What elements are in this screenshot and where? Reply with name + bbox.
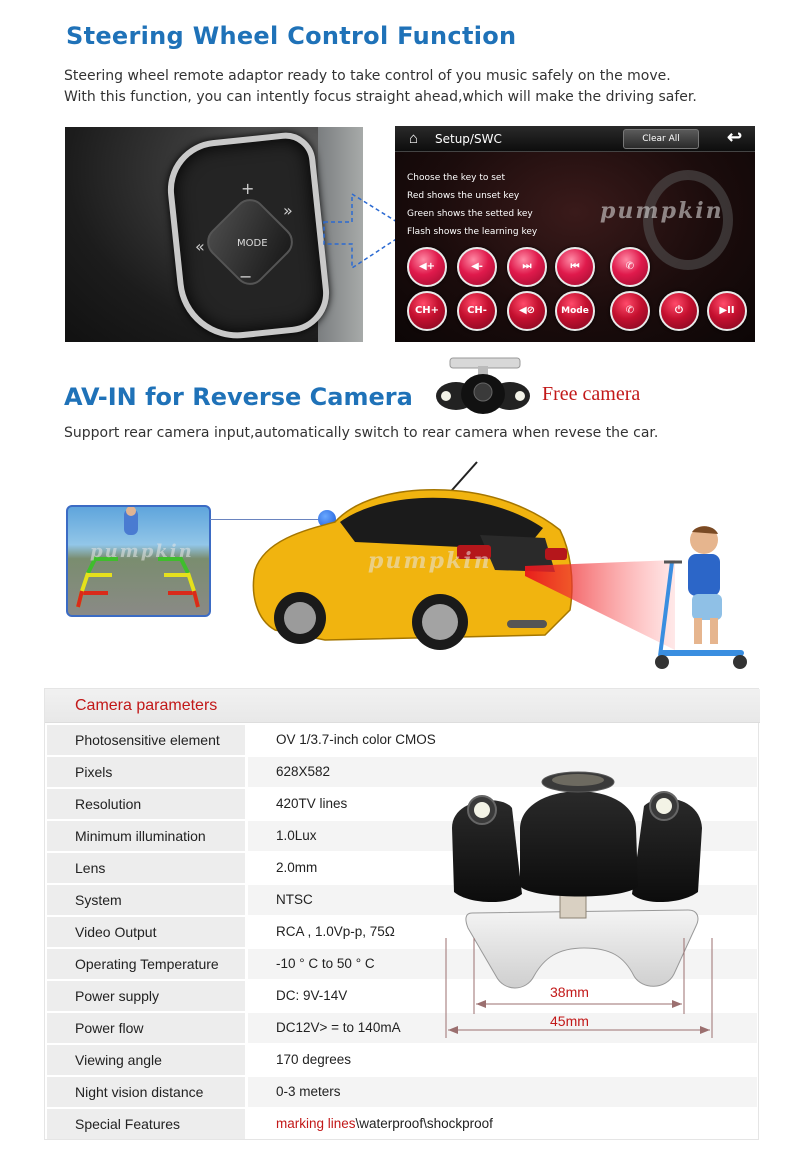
param-value: 0-3 meters (248, 1077, 757, 1107)
param-key: Video Output (47, 917, 245, 947)
channel-down-key: CH- (457, 291, 497, 331)
answer-call-key: ✆ (610, 247, 650, 287)
wheel-mode-label: MODE (236, 238, 268, 250)
param-key: Photosensitive element (47, 725, 245, 755)
param-key: Operating Temperature (47, 949, 245, 979)
param-value: DC12V> = to 140mA (248, 1013, 757, 1043)
param-key: Resolution (47, 789, 245, 819)
swc-top-bar (395, 126, 755, 152)
wheel-next-icon: » (283, 201, 293, 220)
parameters-heading: Camera parameters (75, 697, 218, 714)
param-key: System (47, 885, 245, 915)
param-value: 1.0Lux (248, 821, 757, 851)
prev-track-key: ⏮ (555, 247, 595, 287)
table-row (47, 725, 757, 755)
swc-title: Setup/SWC (435, 132, 502, 146)
param-value: NTSC (248, 885, 757, 915)
pumpkin-watermark: pumpkin (90, 541, 194, 562)
power-key: ⏻ (659, 291, 699, 331)
instruction-line: Choose the key to set (407, 173, 505, 183)
param-key: Pixels (47, 757, 245, 787)
swc-setup-screen (395, 126, 755, 342)
mini-camera-image (430, 356, 535, 416)
table-row (47, 1045, 757, 1075)
wheel-minus-icon: − (239, 267, 253, 286)
child-on-scooter-image (642, 522, 752, 672)
param-key: Minimum illumination (47, 821, 245, 851)
hang-up-key: ✆ (610, 291, 650, 331)
table-row (47, 1077, 757, 1107)
param-key: Night vision distance (47, 1077, 245, 1107)
param-value: DC: 9V-14V (276, 988, 348, 1003)
param-key: Special Features (47, 1109, 245, 1139)
section-support-text: Support rear camera input,automatically switch to rear camera when revese the car. (64, 425, 659, 441)
reverse-camera-view (66, 505, 211, 617)
special-red-text: marking lines (276, 1116, 356, 1131)
free-camera-label: Free camera (542, 383, 641, 405)
dimension-outer-label: 45mm (550, 1013, 589, 1029)
dimension-inner-label: 38mm (550, 984, 589, 1000)
param-value: OV 1/3.7-inch color CMOS (276, 732, 436, 747)
parameters-header (45, 689, 760, 723)
pumpkin-watermark-car: pumpkin (368, 548, 492, 574)
home-icon: ⌂ (409, 130, 419, 147)
special-rest-text: \waterproof\shockproof (355, 1116, 493, 1131)
section-intro-steering (64, 66, 697, 108)
param-key: Viewing angle (47, 1045, 245, 1075)
table-row (47, 1109, 757, 1139)
wheel-plus-icon: + (241, 179, 255, 198)
mute-key: ◀⊘ (507, 291, 547, 331)
wheel-prev-icon: « (195, 237, 205, 256)
channel-up-key: CH+ (407, 291, 447, 331)
clear-all-button: Clear All (623, 129, 699, 149)
instruction-line: Red shows the unset key (407, 191, 520, 201)
swc-instructions (407, 169, 537, 241)
param-key: Power supply (47, 981, 245, 1011)
volume-up-key: ◀+ (407, 247, 447, 287)
param-value: 420TV lines (276, 796, 348, 811)
instruction-line: Flash shows the learning key (407, 227, 538, 237)
param-key: Power flow (47, 1013, 245, 1043)
pumpkin-watermark: pumpkin (600, 198, 724, 224)
back-arrow-icon: ↩ (727, 127, 743, 147)
param-value (248, 1109, 757, 1139)
param-value: RCA , 1.0Vp-p, 75Ω (276, 924, 395, 939)
steering-wheel-photo (65, 127, 363, 342)
param-value: 2.0mm (276, 860, 318, 875)
param-value: -10 ° C to 50 ° C (248, 949, 757, 979)
section-title-steering: Steering Wheel Control Function (66, 22, 517, 50)
param-key: Lens (47, 853, 245, 883)
next-track-key: ⏭ (507, 247, 547, 287)
volume-down-key: ◀- (457, 247, 497, 287)
instruction-line: Green shows the setted key (407, 209, 533, 219)
section-title-av-in: AV-IN for Reverse Camera (64, 383, 413, 411)
intro-line-2: With this function, you can intently focus straight ahead,which will make the driving safer. (64, 89, 697, 105)
intro-line-1: Steering wheel remote adaptor ready to take control of you music safely on the move. (64, 68, 671, 84)
param-value: 628X582 (248, 757, 757, 787)
mode-key: Mode (555, 291, 595, 331)
play-pause-key: ▶II (707, 291, 747, 331)
param-value: 170 degrees (276, 1052, 352, 1067)
